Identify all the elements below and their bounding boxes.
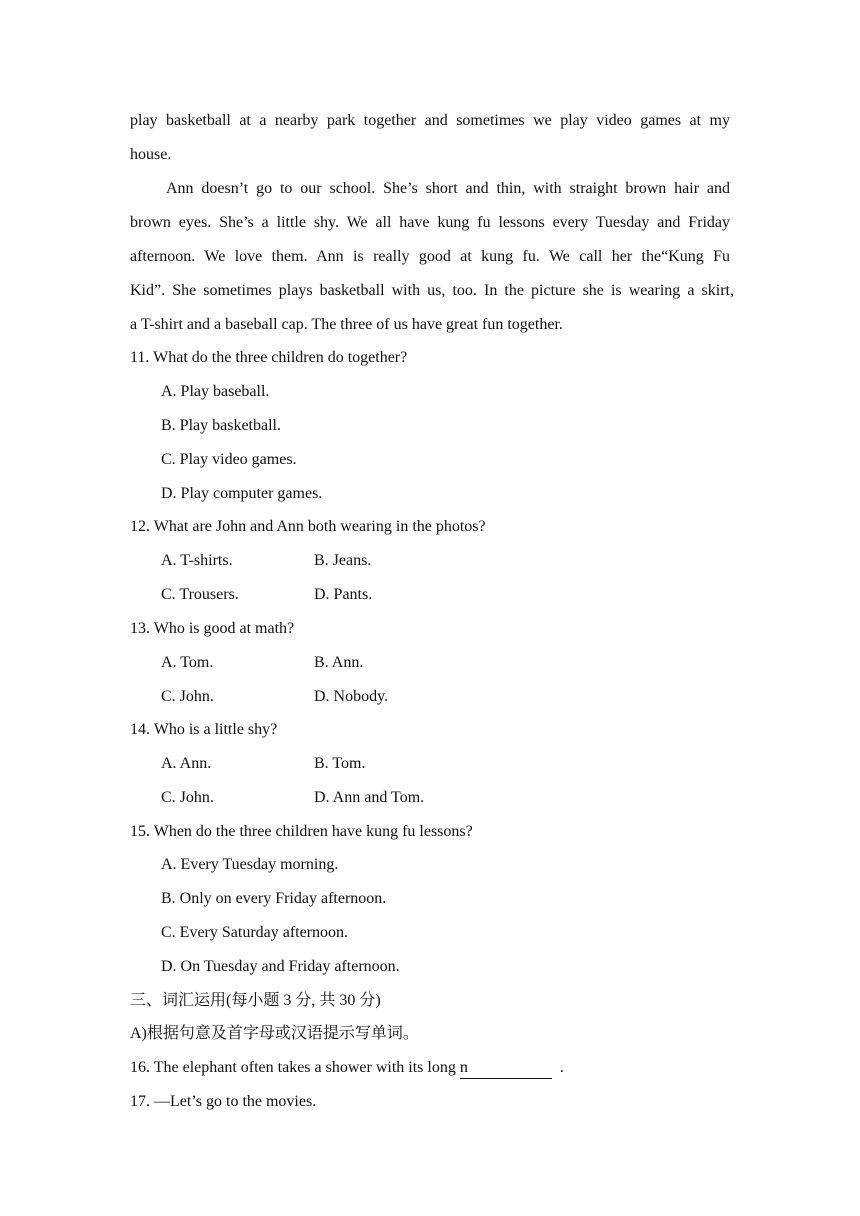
option-d: D. Nobody.: [314, 688, 389, 705]
option-b: B. Play basketball.: [161, 417, 281, 434]
question-17: 17. —Let’s go to the movies.: [130, 1093, 317, 1110]
question-stem: 15. When do the three children have kung fu lessons?: [130, 823, 473, 840]
passage-line: Kid”. She sometimes plays basketball with us, too. In the picture she is wearing a skirt,: [130, 282, 734, 299]
option-a: A. Tom.: [161, 654, 214, 671]
option-c: C. Play video games.: [161, 451, 297, 468]
option-a: A. T-shirts.: [161, 552, 233, 569]
option-d: D. Pants.: [314, 586, 373, 603]
question-stem: 14. Who is a little shy?: [130, 721, 278, 738]
option-d: D. On Tuesday and Friday afternoon.: [161, 958, 400, 975]
answer-blank[interactable]: [460, 1058, 552, 1079]
passage-line: afternoon. We love them. Ann is really good at kung fu. We call her the“Kung Fu: [130, 248, 730, 265]
question-16-end: .: [551, 1059, 564, 1076]
option-c: C. John.: [161, 688, 214, 705]
passage-line: house.: [130, 146, 172, 163]
option-b: B. Only on every Friday afternoon.: [161, 890, 387, 907]
passage-line: a T-shirt and a baseball cap. The three of us have great fun together.: [130, 316, 563, 333]
question-16: [130, 1051, 564, 1085]
option-c: C. Trousers.: [161, 586, 239, 603]
option-c: C. John.: [161, 789, 214, 806]
option-d: D. Ann and Tom.: [314, 789, 425, 806]
option-c: C. Every Saturday afternoon.: [161, 924, 349, 941]
option-a: A. Ann.: [161, 755, 212, 772]
option-d: D. Play computer games.: [161, 485, 323, 502]
passage-line: Ann doesn’t go to our school. She’s short and thin, with straight brown hair and: [166, 180, 730, 197]
hint-letter: n: [459, 1059, 468, 1076]
option-a: A. Every Tuesday morning.: [161, 856, 339, 873]
question-16-text: 16. The elephant often takes a shower with its long: [130, 1059, 460, 1076]
option-b: B. Tom.: [314, 755, 366, 772]
section-heading: 三、词汇运用(每小题 3 分, 共 30 分): [130, 992, 381, 1009]
passage-line: brown eyes. She’s a little shy. We all have kung fu lessons every Tuesday and Friday: [130, 214, 730, 231]
option-b: B. Ann.: [314, 654, 364, 671]
option-b: B. Jeans.: [314, 552, 372, 569]
passage-line: play basketball at a nearby park together and sometimes we play video games at my: [130, 112, 730, 129]
option-a: A. Play baseball.: [161, 383, 270, 400]
section-instruction: A)根据句意及首字母或汉语提示写单词。: [130, 1025, 419, 1042]
question-stem: 11. What do the three children do together?: [130, 349, 408, 366]
question-stem: 13. Who is good at math?: [130, 620, 295, 637]
question-stem: 12. What are John and Ann both wearing in the photos?: [130, 518, 486, 535]
